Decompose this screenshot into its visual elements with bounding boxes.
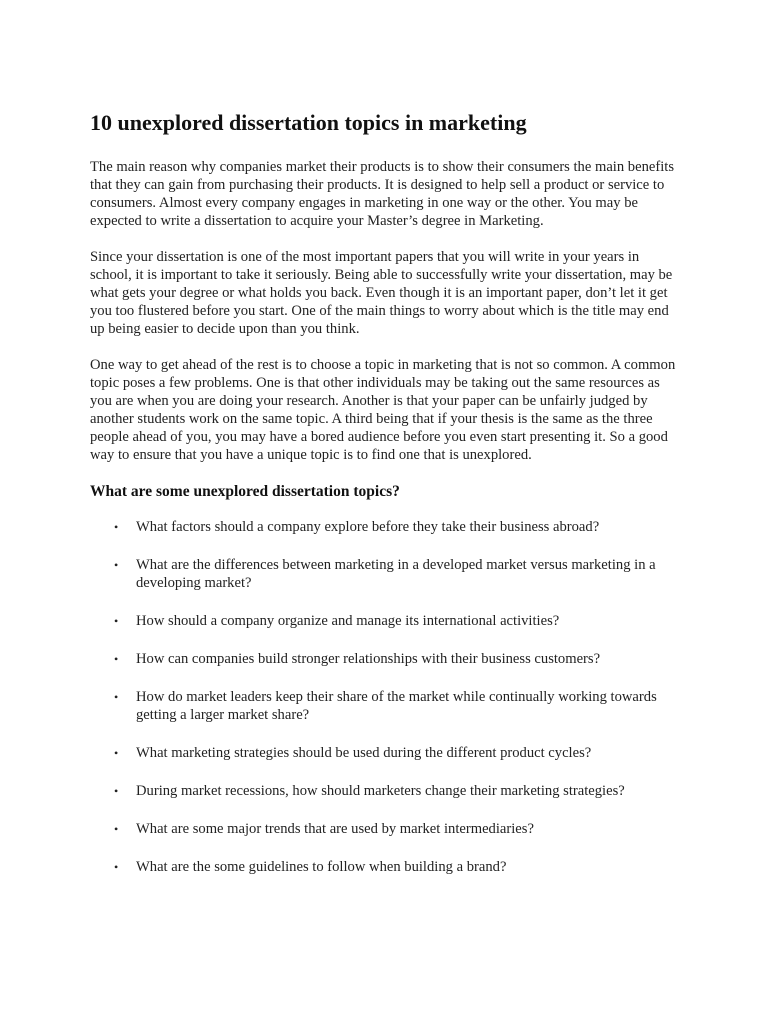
bullet-icon: • <box>114 746 119 760</box>
page-title: 10 unexplored dissertation topics in marketing <box>90 110 527 135</box>
uncommon-topic-paragraph: One way to get ahead of the rest is to choose a topic in marketing that is not so common. A common topic poses a few problems. One is that other individuals may be taking out the same resources as you are when you are doing your research. Another is that your paper can be unfairly judged by another students work on the same topic. A third being that if your thesis is the same as the three people ahead of you, you may have a bored audience before you even start presenting it. So a good way to ensure that you have a unique topic is to find one that is unexplored. <box>90 357 676 463</box>
bullet-icon: • <box>114 784 119 798</box>
bullet-icon: • <box>114 860 119 874</box>
section-heading: What are some unexplored dissertation topics? <box>90 483 400 500</box>
bullet-icon: • <box>114 652 119 666</box>
list-item-text: How can companies build stronger relationships with their business customers? <box>136 651 601 667</box>
intro-paragraph: The main reason why companies market their products is to show their consumers the main benefits that they can gain from purchasing their products. It is designed to help sell a product or service to consumers. Almost every company engages in marketing in one way or the other. You may be expected to write a dissertation to acquire your Master’s degree in Marketing. <box>90 159 675 229</box>
list-item-text: What marketing strategies should be used during the different product cycles? <box>136 745 592 761</box>
list-item-text: What are the some guidelines to follow when building a brand? <box>136 859 507 875</box>
list-item <box>114 556 684 592</box>
list-item <box>114 782 684 800</box>
list-item-text: What are some major trends that are used by market intermediaries? <box>136 821 534 837</box>
list-item-text: What are the differences between marketing in a developed market versus marketing in a developing market? <box>136 557 656 591</box>
list-item <box>114 820 684 838</box>
list-item-text: During market recessions, how should marketers change their marketing strategies? <box>136 783 625 799</box>
bullet-icon: • <box>114 558 119 572</box>
document-page <box>90 108 684 896</box>
bullet-icon: • <box>114 614 119 628</box>
list-item <box>114 858 684 876</box>
list-item-text: What factors should a company explore before they take their business abroad? <box>136 519 600 535</box>
bullet-icon: • <box>114 822 119 836</box>
topic-list <box>90 518 684 876</box>
bullet-icon: • <box>114 520 119 534</box>
list-item <box>114 650 684 668</box>
list-item <box>114 518 684 536</box>
list-item <box>114 688 684 724</box>
bullet-icon: • <box>114 690 119 704</box>
list-item-text: How do market leaders keep their share of the market while continually working towards getting a larger market share? <box>136 689 657 723</box>
list-item <box>114 744 684 762</box>
importance-paragraph: Since your dissertation is one of the most important papers that you will write in your years in school, it is important to take it seriously. Being able to successfully write your dissertation, may be what gets your degree or what holds you back. Even though it is an important paper, don’t let it get you too flustered before you start. One of the main things to worry about which is the title may end up being easier to decide upon than you think. <box>90 249 673 337</box>
list-item <box>114 612 684 630</box>
list-item-text: How should a company organize and manage its international activities? <box>136 613 560 629</box>
